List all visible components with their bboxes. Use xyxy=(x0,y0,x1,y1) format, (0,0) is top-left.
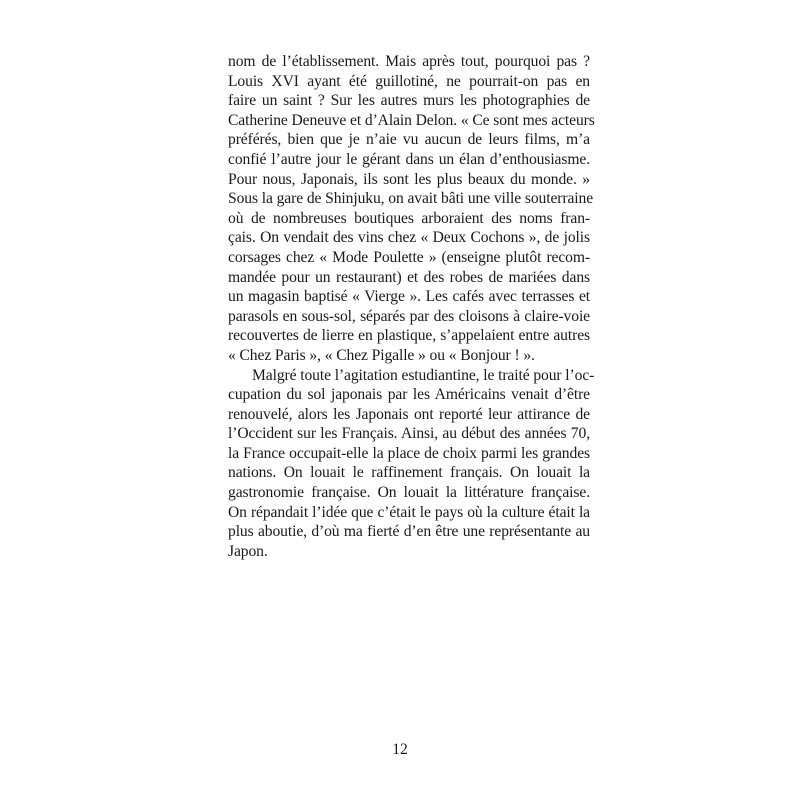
text-line: cupation du sol japonais par les Américains venait d’être xyxy=(228,386,590,404)
text-line: Malgré toute l’agitation estudiantine, le traité pour l’oc- xyxy=(252,366,595,384)
text-line: parasols en sous-sol, séparés par des cloisons à claire-voie xyxy=(228,307,590,325)
text-line: corsages chez « Mode Poulette » (enseigne plutôt recom- xyxy=(228,248,590,266)
text-line: faire un saint ? Sur les autres murs les photographies de xyxy=(228,92,590,110)
text-line: un magasin baptisé « Vierge ». Les cafés avec terrasses et xyxy=(228,288,590,306)
text-line: préférés, bien que je n’aie vu aucun de leurs films, m’a xyxy=(228,131,590,149)
text-line: recouvertes de lierre en plastique, s’appelaient entre autres xyxy=(228,327,590,345)
text-line: où de nombreuses boutiques arboraient des noms fran- xyxy=(228,209,590,227)
text-line: çais. On vendait des vins chez « Deux Cochons », de jolis xyxy=(228,229,590,247)
text-line: On répandait l’idée que c’était le pays où la culture était la xyxy=(228,503,590,521)
page-number: 12 xyxy=(392,741,408,758)
text-line: confié l’autre jour le gérant dans un élan d’enthousiasme. xyxy=(228,150,590,168)
body-text xyxy=(228,52,595,561)
text-line: l’Occident sur les Français. Ainsi, au début des années 70, xyxy=(228,425,590,443)
text-line: Pour nous, Japonais, ils sont les plus beaux du monde. » xyxy=(228,170,590,188)
paragraph xyxy=(228,52,595,366)
text-line: nations. On louait le raffinement français. On louait la xyxy=(228,464,590,482)
text-line: mandée pour un restaurant) et des robes de mariées dans xyxy=(228,268,590,286)
text-line: gastronomie française. On louait la littérature française. xyxy=(228,484,590,502)
text-line: « Chez Paris », « Chez Pigalle » ou « Bonjour ! ». xyxy=(228,346,535,364)
text-line: nom de l’établissement. Mais après tout, pourquoi pas ? xyxy=(228,53,590,70)
text-line: Catherine Deneuve et d’Alain Delon. « Ce sont mes acteurs xyxy=(228,111,595,129)
text-line: Japon. xyxy=(228,542,268,560)
text-line: renouvelé, alors les Japonais ont reporté leur attirance de xyxy=(228,405,590,423)
paragraph xyxy=(228,366,595,562)
text-line: plus aboutie, d’où ma fierté d’en être une représentante au xyxy=(228,523,590,541)
text-line: la France occupait-elle la place de choix parmi les grandes xyxy=(228,444,590,462)
text-line: Louis XVI ayant été guillotiné, ne pourrait-on pas en xyxy=(228,72,590,90)
text-line: Sous la gare de Shinjuku, on avait bâti une ville souterraine xyxy=(228,190,594,208)
